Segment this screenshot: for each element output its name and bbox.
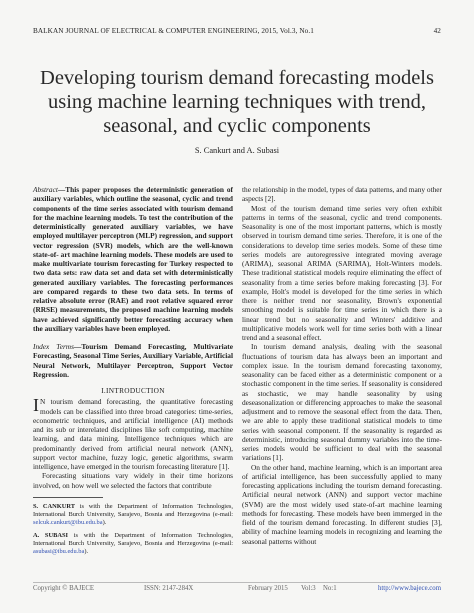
footnote-end: ).: [102, 518, 107, 526]
footer-volume: Vol:3: [301, 585, 316, 592]
footer-issn: ISSN: 2147-284X: [144, 585, 194, 592]
right-column: [242, 185, 442, 546]
title-line: seasonal, and cyclic components: [103, 115, 371, 137]
footnote-author-name: A. SUBASI: [33, 532, 69, 540]
footnote-end: ).: [84, 548, 89, 556]
body-paragraph: On the other hand, machine learning, which is an important area of artificial intelligence, has been successfully applied to many forecasting applications including the tourism demand forecasting. Artificial neural network (ANN) and support vector machine (SVM) are the most widely used state-of-art machine learning methods for forecasting. These models have been immerged in the field of the tourism demand forecasting. In different studies [3], ability of machine learning models in recognizing and learning the seasonal patterns without: [242, 462, 442, 546]
index-terms-lead: Index Terms: [33, 342, 74, 351]
index-terms-text: —Tourism Demand Forecasting, Multivariate Forecasting, Seasonal Time Series, Auxiliary Variable, Artificial Neural Network, Multilayer Perceptron, Support Vector Regression.: [33, 342, 233, 379]
author-footnote: [33, 503, 233, 527]
author-footnote: [33, 532, 233, 556]
page-footer: [33, 585, 441, 595]
email-link[interactable]: asubasi@ibu.edu.ba: [33, 548, 85, 556]
abstract: [33, 185, 233, 333]
title-line: Developing tourism demand forecasting models: [40, 67, 434, 89]
paper-title: [40, 66, 434, 138]
intro-paragraph: [33, 397, 233, 471]
email-link[interactable]: selcuk.cankurt@ibu.edu.ba: [33, 518, 103, 526]
section-heading-introduction: I.INTRODUCTION: [101, 386, 165, 395]
authors: S. Cankurt and A. Subasi: [194, 146, 280, 155]
title-line: using machine learning techniques with trend,: [47, 91, 426, 113]
footer-date: February 2015: [248, 585, 288, 592]
footnote-divider: [33, 497, 103, 498]
index-terms: [33, 342, 233, 379]
intro-paragraph-text: N tourism demand forecasting, the quantitative forecasting models can be classified into three broad categories: time-series, econometric techniques, and artificial intelligence (AI) methods and its sub or interelated disciplines like soft computing, machine learning, and data mining. Intelligence techniques which are predominantly derived from artificial neural network (ANN), support vector machine, fuzzy logic, genetic algorithms, swarm intelligence, have emerged in the tourism forecasting literature [1].: [33, 397, 233, 471]
footnote-author-name: S. CANKURT: [33, 502, 75, 510]
footer-copyright: Copyright © BAJECE: [33, 585, 95, 592]
left-column: [33, 185, 233, 556]
page-number: 42: [433, 27, 441, 35]
footer-divider: [33, 582, 441, 583]
running-header: [33, 27, 441, 37]
intro-paragraph: Forecasting situations vary widely in their time horizons involved, on how well we selected the factors that contribute: [33, 471, 233, 490]
footer-url-link[interactable]: http://www.bajece.com: [378, 585, 441, 592]
footnote-text: is with the Department of Information Technologies, International Burch University, Sarajevo, Bosnia and Herzegovina (e-mail:: [33, 502, 233, 518]
body-paragraph: In tourism demand analysis, dealing with the seasonal fluctuations of tourism data has always been an important and complex issue. In the tourism demand forecasting taxonomy, seasonality can be faced either as a deterministic component or a stochastic component in the time series. If seasonality is considered as stochastic, we may handle seasonality by using deseasonalization or differencing approaches to make the seasonal adjustment and to remove the seasonal effect from the data. Then, we are able to apply these traditional statistical models to time series with seasonal component. If the seasonality is regarded as deterministic, introducing seasonal dummy variables into the time-series models would be sufficient to deal with the seasonal variations [1].: [242, 342, 442, 463]
footer-number: No:1: [323, 585, 337, 592]
drop-cap: I: [33, 395, 39, 416]
abstract-text: —This paper proposes the deterministic generation of auxiliary variables, which outline the seasonal, cyclic and trend components of the time series associated with tourism demand for the machine learning models. To test the contribution of the deterministically generated auxiliary variables, we have employed multilayer perceptron (MLP) regression, and support vector regression (SVR) models, which are the well-known state-of- art machine learning models. These models are used to make multivariate tourism forecasting for Turkey respected to two data sets: raw data set and data set with deterministically generated auxiliary variables. The forecasting performances are compared regards to these two data sets. In terms of relative absolute error (RAE) and root relative squared error (RRSE) measurements, the proposed machine learning models have achieved significantly better forecasting accuracy when the auxiliary variables have been employed.: [33, 185, 233, 333]
body-paragraph: the relationship in the model, types of data patterns, and many other aspects [2].: [242, 185, 442, 204]
footnote-text: is with the Department of Information Technologies, International Burch University, Sarajevo, Bosnia and Herzegovina (e-mail:: [33, 532, 233, 548]
journal-name: BALKAN JOURNAL OF ELECTRICAL & COMPUTER ENGINEERING, 2015, Vol.3, No.1: [33, 27, 314, 35]
abstract-lead: Abstract: [33, 185, 58, 194]
body-paragraph: Most of the tourism demand time series very often exhibit patterns in terms of the seasonal, cyclic and trend components. Seasonality is one of the most important patterns, which is mostly observed in tourism demand time series. Therefore, it is one of the considerations to develop time series models. Some of these time series models are autoregressive integrated moving average (ARIMA), seasonal ARIMA (SARIMA), Holt-Winters models. These traditional statistical models require eliminating the effect of seasonality from a time series before making forecasting [3]. For example, Holt's model is developed for the time series in which there is neither trend nor seasonality, Brown's exponential smoothing model is suitable for time series in which there is a linear trend but no seasonality and Winters' additive and multiplicative models work well for time series both with a linear trend and a seasonal effect.: [242, 203, 442, 342]
